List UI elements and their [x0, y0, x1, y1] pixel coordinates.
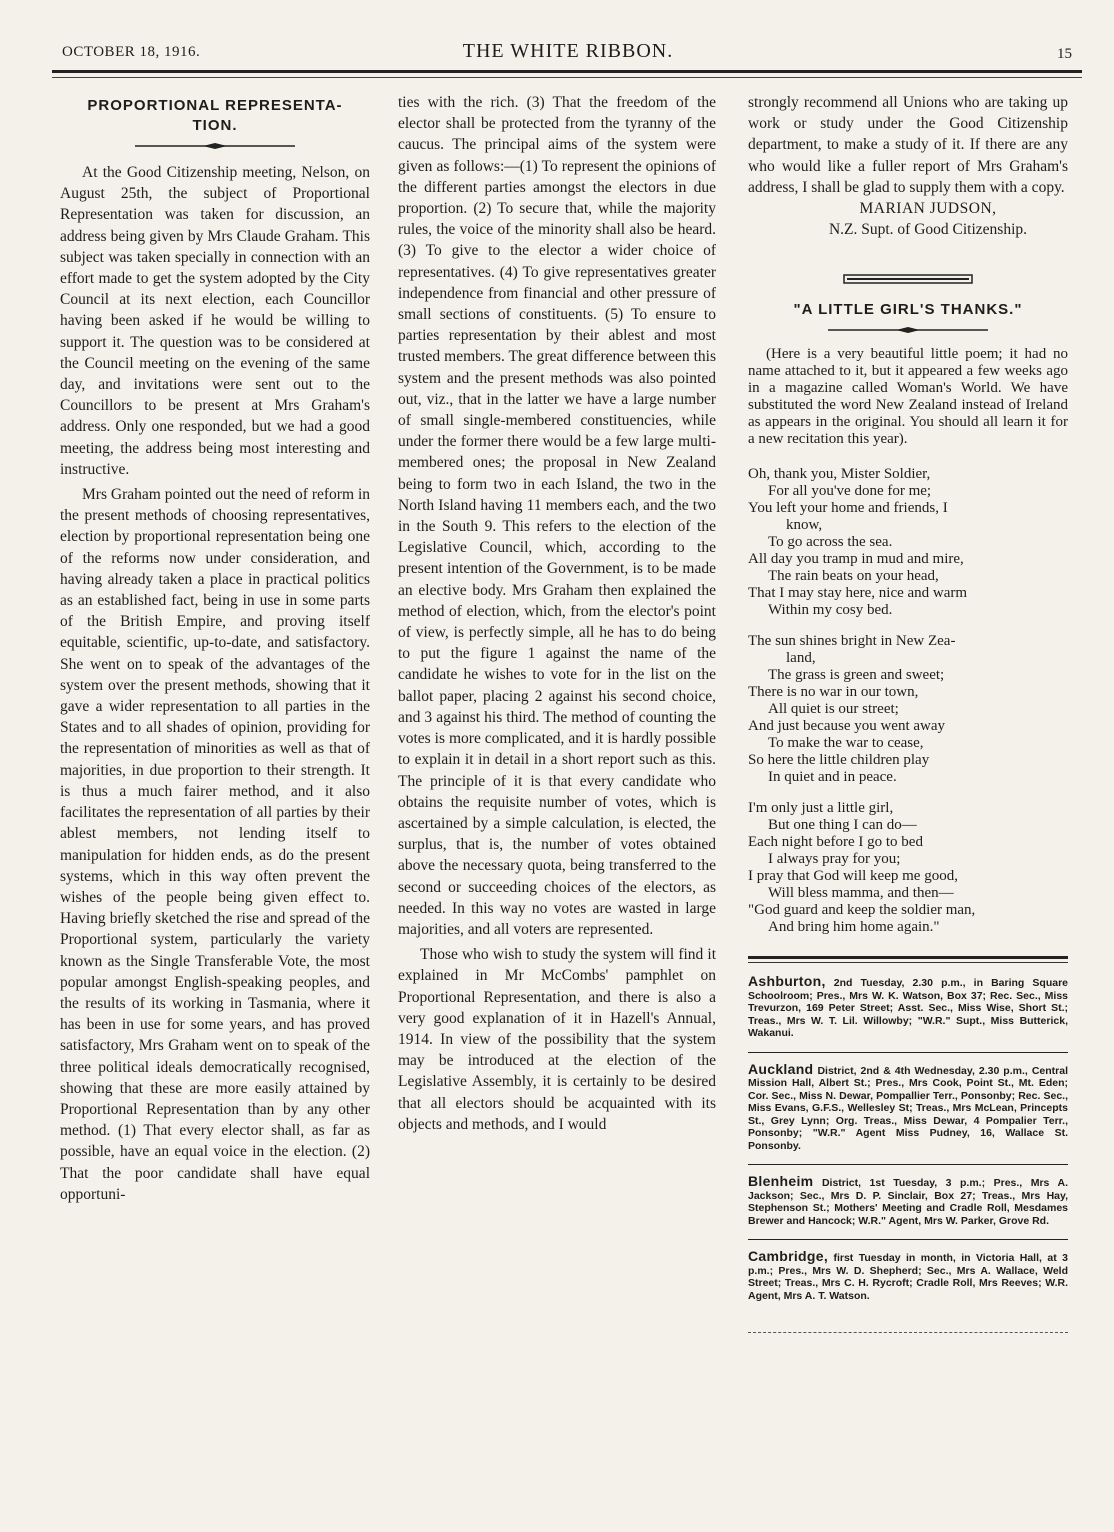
poem-line: And bring him home again." — [768, 919, 940, 936]
paragraph-4: Those who wish to study the system will find it explained in Mr McCombs' pamphlet on Proportional Representation, and there is also a very good explanation of it in Hazell's Annual, 1914. In view of the possibility that the system may be introduced at the election of the Legislative Assembly, it is certainly to be desired that all electors should be acquainted with its objects and methods, and I would — [398, 946, 716, 1133]
publication-title: THE WHITE RIBBON. — [462, 40, 674, 62]
poem-line: land, — [786, 650, 816, 667]
directory-details: District, 2nd & 4th Wednesday, 2.30 p.m., Central Mission Hall, Albert St.; Pres., Mrs Cook, Point St., Mt. Eden; Cor. Sec., Miss N. Dewar, Pompallier Terr., Ponsonby; Rec. Sec., Miss Evans, G.F.S., Wellesley St; Treas., Mrs McLean, Princepts St., Grey Lynn; Org. Treas., Miss Dewar, 4 Pompalier Terr., Ponsonby; "W.R." Agent Miss Pudney, 16, Wallace St. Ponsonby. — [748, 1064, 1068, 1152]
poem-stanza — [748, 466, 1068, 619]
signature-title: N.Z. Supt. of Good Citizenship. — [828, 221, 1028, 239]
article-heading-line-2: TION. — [192, 117, 238, 134]
masthead — [58, 38, 1078, 66]
poem-intro: (Here is a very beautiful little poem; it had no name attached to it, but it appeared a few weeks ago in a magazine called Woman's World. We have substituted the word New Zealand instead of Ireland as appears in the original. You should all learn it for a new recitation this year). — [748, 346, 1068, 448]
poem-line: Each night before I go to bed — [748, 834, 923, 851]
poem-line: You left your home and friends, I — [748, 500, 948, 517]
directory-entry-cambridge — [748, 1250, 1068, 1302]
issue-date: OCTOBER 18, 1916. — [62, 44, 201, 60]
paragraph-2: Mrs Graham pointed out the need of reform in the present methods of choosing representatives, election by proportional representation being one of the reforms now under consideration, and having already taken a place in practical politics as an established fact, being in use in some parts of the British Empire, and proving itself equitable, scientific, up-to-date, and satisfactory. She went on to speak of the advantages of the system over the present methods, showing that it gave a wider representation to all parties in the States and to all shades of opinion, providing for the representation of minorities as well as that of majorities, in due proportion to their strength. It is thus a much fairer method, and it also facilitates the representation of all parties by their ablest members, not lending itself to manipulation for hidden ends, as do the present systems, which in this way often prevent the wishes of the people being given effect to. Having briefly sketched the rise and spread of the Proportional system, particularly the variety known as the Single Transferable Vote, the most popular amongst English-speaking peoples, and the results of its working in Tasmania, where it has been in use for some years, and has proved satisfactory, Mrs Graham went on to speak of the three political ideals democratically recognised, showing that these are more easily attained by Proportional Representation than by any other method. (1) That every elector shall, as far as possible, have an equal voice in the election. (2) That the poor candidate shall have equal opportuni- — [60, 486, 370, 1203]
article-heading-line-1: PROPORTIONAL REPRESENTA- — [87, 97, 343, 114]
ornament-divider — [828, 326, 988, 334]
poem-line: All day you tramp in mud and mire, — [748, 551, 964, 568]
column-3 — [748, 92, 1068, 1502]
directory-rule-thin — [748, 962, 1068, 963]
column-1 — [60, 92, 370, 1502]
directory-place: Blenheim — [748, 1173, 814, 1190]
article-heading — [60, 96, 370, 136]
column-2 — [398, 92, 716, 1502]
poem-line: For all you've done for me; — [768, 483, 932, 500]
directory-details: first Tuesday in month, in Victoria Hall, at 3 p.m.; Pres., Mrs W. D. Shepherd; Sec., Mrs A. Wallace, Weld Street; Treas., Mrs C. H. Rycroft; Cradle Roll, Mrs Reeves; W.R. Agent, Mrs A. T. Watson. — [748, 1252, 1068, 1302]
poem-line: The sun shines bright in New Zea- — [748, 633, 956, 650]
poem-line: But one thing I can do— — [768, 817, 917, 834]
paragraph-1: At the Good Citizenship meeting, Nelson, on August 25th, the subject of Proportional Representation was taken for discussion, an address being given by Mrs Claude Graham. This subject was taken specially in connection with an effort made to get the system adopted by the City Council at its next election, each Councillor having been asked if he would be willing to support it. The question was to be considered at the Council meeting on the evening of the same day, and invitations were sent out to the Councillors to be present at Mrs Graham's address. Only one responded, but we had a good meeting, the address being most interesting and instructive. — [60, 164, 370, 478]
paragraph-3: ties with the rich. (3) That the freedom of the elector shall be protected from the tyranny of the caucus. The principal aims of the system were given as follows:—(1) To represent the opinions of the different parties amongst the electors in due proportion. (2) To secure that, while the majority rules, the voice of the minority shall also be heard. (3) To give to the elector a wider choice of representatives. (4) To give representatives greater independence from financial and other pressure of small sections of constituents. (5) To ensure to parties representation by their ablest and most trusted members. The great difference between this system and the present methods was also pointed out, viz., that in the latter we have a large number of small single-membered constituencies, while under the former there would be a few large multi-membered ones; the proposal in New Zealand being to form two in each Island, the two in the North Island having 11 members each, and the two in the South 9. This refers to the election of the Legislative Council, which, according to the present intention of the Government, is to be made an elective body. Mrs Graham then explained the method of election, which, from the elector's point of view, is perfectly simple, all he has to do being to put the figure 1 against the name of the candidate he wishes to vote for in the list on the ballot paper, placing 2 against his second choice, and 3 against his third. The method of counting the votes is more complicated, and it is hardly possible to explain it in detail in a short report such as this. The principle of it is that every candidate who obtains the requisite number of votes, which is ascertained by a simple calculation, is elected, the surplus, that is, the number of votes obtained above the necessary quota, being transferred to the second or succeeding choices of the electors, as needed. In this way no votes are wasted in large majorities, and all voters are represented. — [398, 94, 716, 938]
section-divider — [843, 274, 973, 284]
poem-line: To make the war to cease, — [768, 735, 924, 752]
masthead-rule-thin — [52, 77, 1082, 78]
poem-line: know, — [786, 517, 823, 534]
directory-rule — [748, 956, 1068, 959]
directory-details: District, 1st Tuesday, 3 p.m.; Pres., Mrs A. Jackson; Sec., Mrs D. P. Sinclair, Box 27; Treas., Mrs Hay, Stephenson St.; Mothers' Meeting and Cradle Roll, Mesdames Brewer and Hancock; W.R." Agent, Mrs W. Parker, Grove Rd. — [748, 1177, 1068, 1227]
poem-line: The grass is green and sweet; — [768, 667, 945, 684]
directory-place: Auckland — [748, 1060, 814, 1077]
directory-separator — [748, 1239, 1068, 1240]
poem-line: In quiet and in peace. — [768, 769, 897, 786]
poem-line: So here the little children play — [748, 752, 930, 769]
directory-entry-auckland — [748, 1060, 1068, 1153]
poem-line: I'm only just a little girl, — [748, 800, 894, 817]
ornament-divider — [135, 142, 295, 150]
poem-line: There is no war in our town, — [748, 684, 919, 701]
directory-details: 2nd Tuesday, 2.30 p.m., in Baring Square Schoolroom; Pres., Mrs W. K. Watson, Box 37; Rec. Sec., Miss Trevurzon, 169 Peter Street; Asst. Sec., Miss Wise, Short St.; Treas., Mrs W. T. Lil. Willowby; "W.R." Supt., Miss Butterick, Wakanui. — [748, 977, 1068, 1040]
directory-place: Ashburton, — [748, 973, 826, 990]
directory-separator — [748, 1052, 1068, 1053]
poem-line: That I may stay here, nice and warm — [748, 585, 968, 602]
poem-line: I pray that God will keep me good, — [748, 868, 958, 885]
signature-name: MARIAN JUDSON, — [859, 200, 997, 218]
poem-line: To go across the sea. — [768, 534, 893, 551]
poem-line: "God guard and keep the soldier man, — [748, 902, 976, 919]
poem-line: Within my cosy bed. — [768, 602, 893, 619]
poem-line: The rain beats on your head, — [768, 568, 939, 585]
directory-entry-blenheim — [748, 1175, 1068, 1227]
poem-line: Oh, thank you, Mister Soldier, — [748, 466, 931, 483]
poem — [748, 466, 1068, 936]
directory-end-rule — [748, 1332, 1068, 1333]
poem-line: I always pray for you; — [768, 851, 901, 868]
poem-stanza — [748, 800, 1068, 936]
directory-separator — [748, 1164, 1068, 1165]
poem-line: All quiet is our street; — [768, 701, 899, 718]
directory-entry-ashburton — [748, 975, 1068, 1040]
page-number: 15 — [1057, 46, 1072, 62]
poem-line: Will bless mamma, and then— — [768, 885, 954, 902]
masthead-rule — [52, 70, 1082, 73]
poem-line: And just because you went away — [748, 718, 946, 735]
directory-place: Cambridge, — [748, 1248, 829, 1265]
paragraph-5: strongly recommend all Unions who are taking up work or study under the Good Citizenship department, to make a study of it. If there are any who would like a fuller report of Mrs Graham's address, I shall be glad to supply them with a copy. — [748, 94, 1068, 196]
poem-stanza — [748, 633, 1068, 786]
poem-heading: "A LITTLE GIRL'S THANKS." — [793, 301, 1023, 319]
